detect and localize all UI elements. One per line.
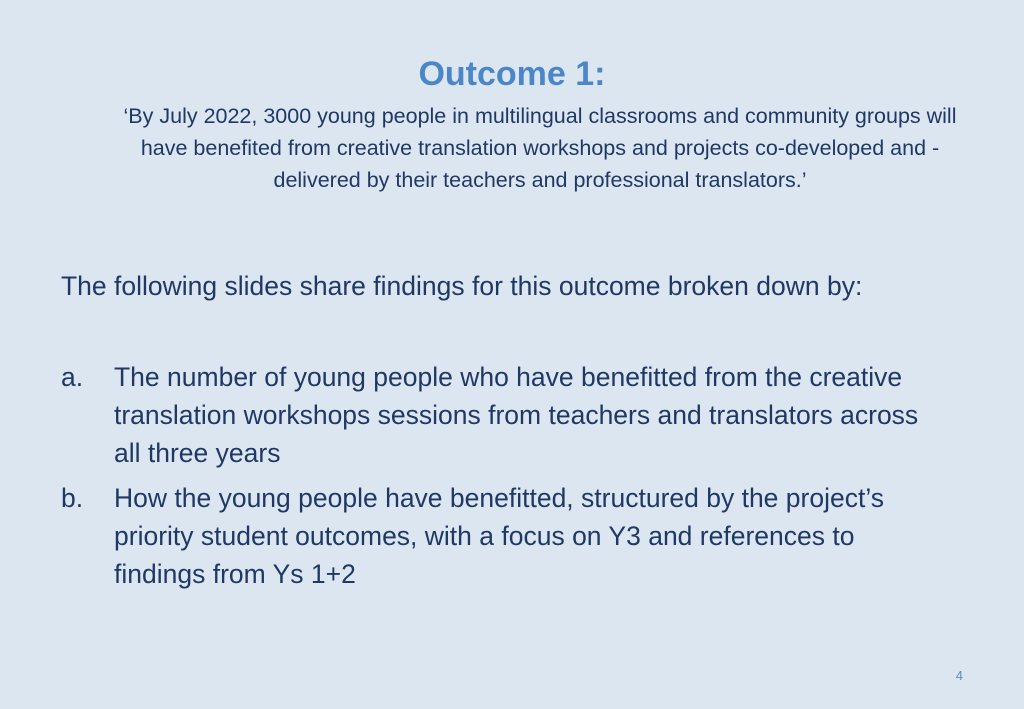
outcome-quote: ‘By July 2022, 3000 young people in multilingual classrooms and community groups will have benefited from creative translation workshops and projects co-developed and -delivered by their teachers and professional translators.’ xyxy=(123,104,957,192)
list-marker: b. xyxy=(61,483,84,513)
list-item xyxy=(61,479,941,593)
list-marker: a. xyxy=(61,362,84,392)
list-item-text: The number of young people who have benefitted from the creative translation workshops sessions from teachers and translators across all three years xyxy=(114,362,919,468)
slide-title: Outcome 1: xyxy=(418,55,606,93)
page-number: 4 xyxy=(955,668,963,683)
list-item xyxy=(61,358,941,472)
intro-text: The following slides share findings for this outcome broken down by: xyxy=(61,271,863,301)
findings-list xyxy=(61,358,941,600)
list-item-text: How the young people have benefitted, structured by the project’s priority student outcomes, with a focus on Y3 and references to findings from Ys 1+2 xyxy=(114,483,884,589)
